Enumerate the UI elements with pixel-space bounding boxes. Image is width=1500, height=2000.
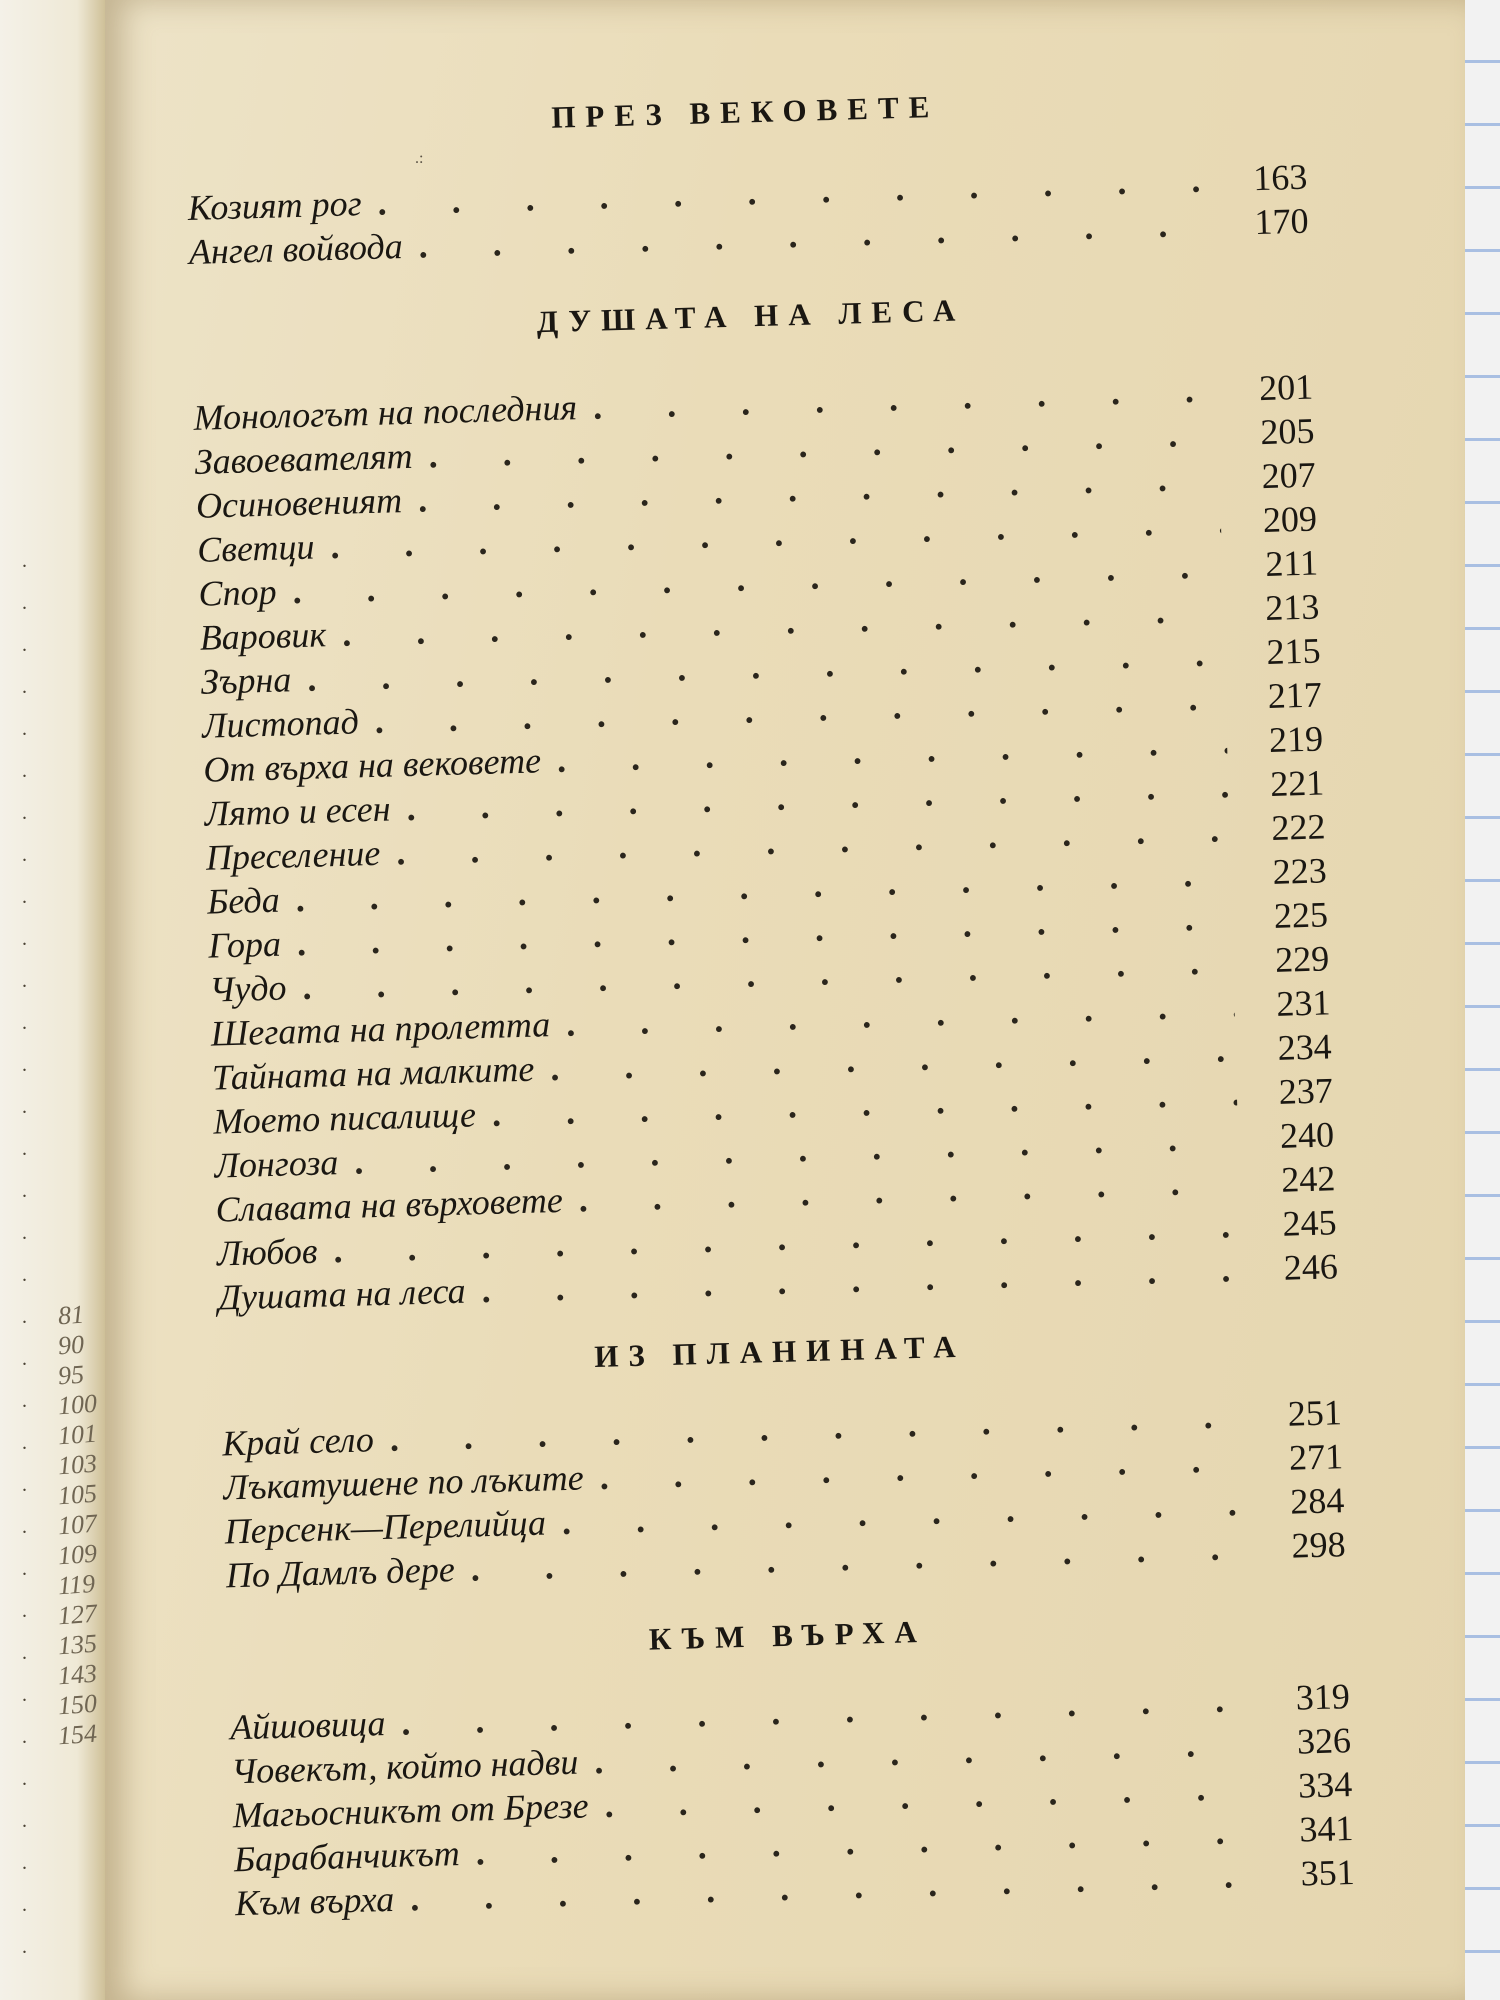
toc-entry-page: 215 [1265,630,1322,673]
toc-entry-title: Любов [216,1230,319,1274]
left-page-number: 150 [57,1688,98,1721]
toc-entry-title: Ангел войвода [188,225,404,272]
toc-entry-page: 163 [1252,156,1308,199]
toc-entry-page: 221 [1269,762,1325,804]
toc-section [185,79,1309,274]
toc-entry-title: Светци [196,526,315,570]
toc-entry-title: По Дамлъ дере [225,1549,456,1596]
toc-entry-title: Към върха [234,1878,395,1924]
toc-entry-title: Славата на върховете [215,1179,564,1230]
toc-entry-page: 341 [1298,1808,1354,1850]
section-title: КЪМ ВЪРХА [648,1613,928,1657]
toc-entry-page: 207 [1261,454,1317,497]
toc-entry-page: 319 [1295,1676,1351,1718]
section-title: ИЗ ПЛАНИНАТА [593,1328,966,1375]
toc-entry-title: Край село [221,1419,375,1464]
toc-entry-page: 271 [1288,1436,1344,1478]
toc-entry-title: Гора [207,923,282,966]
toc-entry-title: Козият рог [187,183,363,228]
toc-entry-title: Завоевателят [194,435,414,482]
left-page-edge [0,0,110,2000]
toc-entry-page: 223 [1272,850,1328,892]
print-smudge: .: [415,150,424,167]
toc-entry-page: 245 [1281,1202,1338,1244]
section-title: ПРЕЗ ВЕКОВЕТЕ [550,88,940,135]
toc-entry-page: 219 [1268,718,1324,760]
toc-entry-page: 240 [1279,1114,1335,1156]
left-page-number: 154 [57,1718,98,1751]
toc-entry-page: 234 [1277,1026,1333,1068]
toc-entry-title: Моето писалище [212,1094,477,1142]
left-page-number: 95 [57,1359,85,1391]
section-title: ДУШАТА НА ЛЕСА [536,292,966,340]
toc-entry-title: От върха на вековете [202,740,542,790]
toc-entry-title: Спор [197,571,278,614]
left-page-number: 143 [57,1658,98,1691]
toc-entry-page: 334 [1297,1764,1353,1806]
toc-section [228,1602,1356,1925]
left-page-number: 103 [57,1448,98,1481]
toc-entry-title: Душата на леса [217,1270,467,1318]
toc-entry-page: 231 [1275,982,1331,1024]
toc-list [230,1674,1356,1925]
toc-entry-page: 351 [1300,1852,1356,1894]
toc-entry-page: 209 [1262,498,1318,541]
toc-entry-page: 225 [1273,894,1329,936]
book-page [105,0,1465,2000]
toc-entry-page: 170 [1253,200,1310,243]
toc-entry-page: 246 [1283,1246,1339,1288]
toc-entry-title: Магьосникът от Брезе [232,1785,590,1836]
left-page-numbers [58,1300,98,1750]
toc-entry-title: Преселение [205,832,381,878]
toc-entry-page: 201 [1258,366,1314,409]
toc-entry-title: Чудо [209,967,287,1010]
toc-entry-page: 222 [1270,806,1327,848]
left-page-number: 119 [57,1568,97,1601]
toc-entry-page: 211 [1264,542,1319,585]
toc-entry-title: Зърна [200,659,292,702]
left-page-number: 101 [57,1418,98,1451]
toc-list [193,365,1338,1320]
toc-entry-title: Монологът на последния [193,387,578,438]
toc-entry-title: Лъкатушене по лъките [222,1457,585,1508]
toc-entry-title: Листопад [201,701,360,746]
toc-entry-title: Айшовица [229,1703,386,1748]
table-of-contents [185,79,1355,1926]
toc-entry-page: 326 [1296,1720,1352,1762]
left-page-number: 135 [57,1628,98,1661]
toc-entry-title: Шегата на пролетта [210,1004,551,1054]
toc-entry-page: 298 [1290,1524,1347,1566]
toc-entry-title: Лонгоза [213,1142,339,1186]
toc-entry-page: 205 [1259,410,1315,453]
toc-entry-page: 251 [1287,1392,1343,1434]
toc-entry-page: 217 [1267,674,1323,716]
toc-entry-title: Варовик [199,614,327,658]
left-page-number: 100 [57,1388,98,1421]
toc-list [222,1390,1346,1597]
left-page-dots: . . . . . . . . . . . . . . . . . . . . . . . . . . . . . . . . . . [22,550,27,1958]
toc-entry-page: 213 [1264,586,1320,629]
toc-entry-page: 284 [1289,1480,1345,1522]
toc-entry-title: Човекът, който надви [230,1741,579,1792]
toc-entry-title: Тайната на малките [211,1048,535,1098]
toc-entry-page: 242 [1280,1158,1336,1200]
toc-section [220,1318,1346,1597]
toc-entry-page: 229 [1274,938,1330,980]
toc-entry-title: Беда [206,879,281,922]
left-page-number: 90 [57,1329,85,1361]
left-page-number: 81 [57,1299,85,1331]
toc-section [191,283,1339,1320]
left-page-number: 127 [57,1598,98,1631]
left-page-number: 105 [57,1478,98,1511]
toc-entry-title: Персенк—Перелийца [224,1502,547,1552]
toc-entry-title: Барабанчикът [233,1833,461,1880]
left-page-number: 109 [57,1538,98,1571]
lined-paper-edge [1460,0,1500,2000]
toc-entry-title: Осиновеният [195,480,403,526]
left-page-number: 107 [57,1508,98,1541]
toc-entry-title: Лято и есен [204,788,392,834]
toc-entry-page: 237 [1278,1070,1334,1112]
